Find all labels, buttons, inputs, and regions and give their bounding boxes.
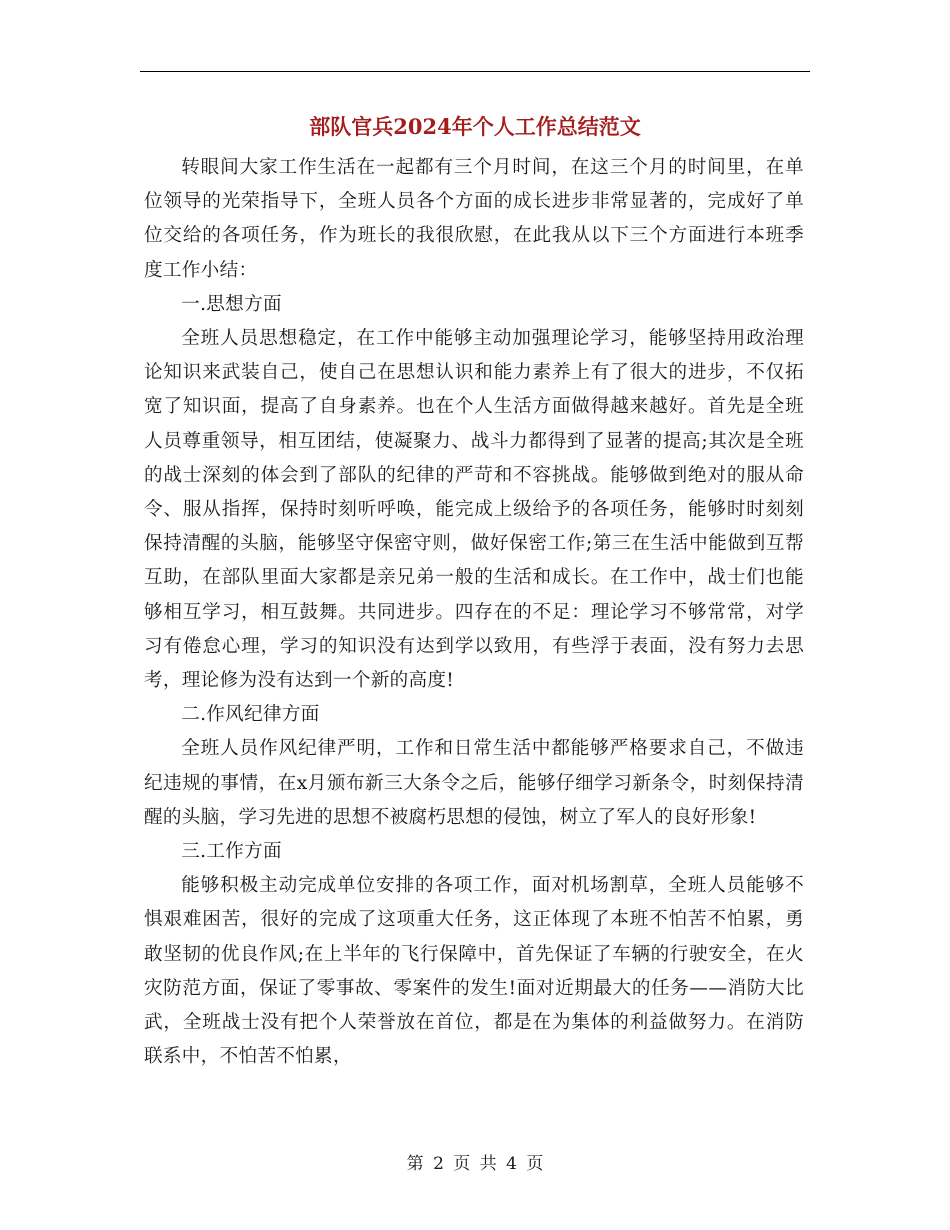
work-paragraph: 能够积极主动完成单位安排的各项工作，面对机场割草，全班人员能够不惧艰难困苦，很好的完成了这项重大任务，这正体现了本班不怕苦不怕累，勇敢坚韧的优良作风;在上半年的飞行保障中，首先保证了车辆的行驶安全，在火灾防范方面，保证了零事故、零案件的发生!面对近期最大的任务——消防大比武，全班战士没有把个人荣誉放在首位，都是在为集体的利益做努力。在消防联系中，不怕苦不怕累， [144, 875, 804, 1068]
header-rule [140, 71, 810, 72]
section-heading-work: 三.工作方面 [181, 841, 282, 863]
discipline-paragraph: 全班人员作风纪律严明，工作和日常生活中都能够严格要求自己，不做违纪违规的事情，在x月颁布新三大条令之后，能够仔细学习新条令，时刻保持清醒的头脑，学习先进的思想不被腐朽思想的侵蚀，树立了军人的良好形象! [144, 738, 804, 828]
thought-paragraph: 全班人员思想稳定，在工作中能够主动加强理论学习，能够坚持用政治理论知识来武装自己，使自己在思想认识和能力素养上有了很大的进步，不仅拓宽了知识面，提高了自身素养。也在个人生活方面做得越来越好。首先是全班人员尊重领导，相互团结，使凝聚力、战斗力都得到了显著的提高;其次是全班的战士深刻的体会到了部队的纪律的严苛和不容挑战。能够做到绝对的服从命令、服从指挥，保持时刻听呼唤，能完成上级给予的各项任务，能够时时刻刻保持清醒的头脑，能够坚守保密守则，做好保密工作;第三在生活中能做到互帮互助，在部队里面大家都是亲兄弟一般的生活和成长。在工作中，战士们也能够相互学习，相互鼓舞。共同进步。四存在的不足：理论学习不够常常，对学习有倦怠心理，学习的知识没有达到学以致用，有些浮于表面，没有努力去思考，理论修为没有达到一个新的高度! [144, 328, 804, 692]
document-title: 部队官兵2024年个人工作总结范文 [309, 114, 641, 139]
page-number-footer: 第 2 页 共 4 页 [406, 1154, 544, 1174]
intro-paragraph: 转眼间大家工作生活在一起都有三个月时间，在这三个月的时间里，在单位领导的光荣指导下，全班人员各个方面的成长进步非常显著的，完成好了单位交给的各项任务，作为班长的我很欣慰，在此我从以下三个方面进行本班季度工作小结： [144, 157, 804, 281]
section-heading-thought: 一.思想方面 [181, 293, 282, 315]
section-heading-discipline: 二.作风纪律方面 [181, 704, 320, 726]
document-body [144, 151, 804, 1074]
